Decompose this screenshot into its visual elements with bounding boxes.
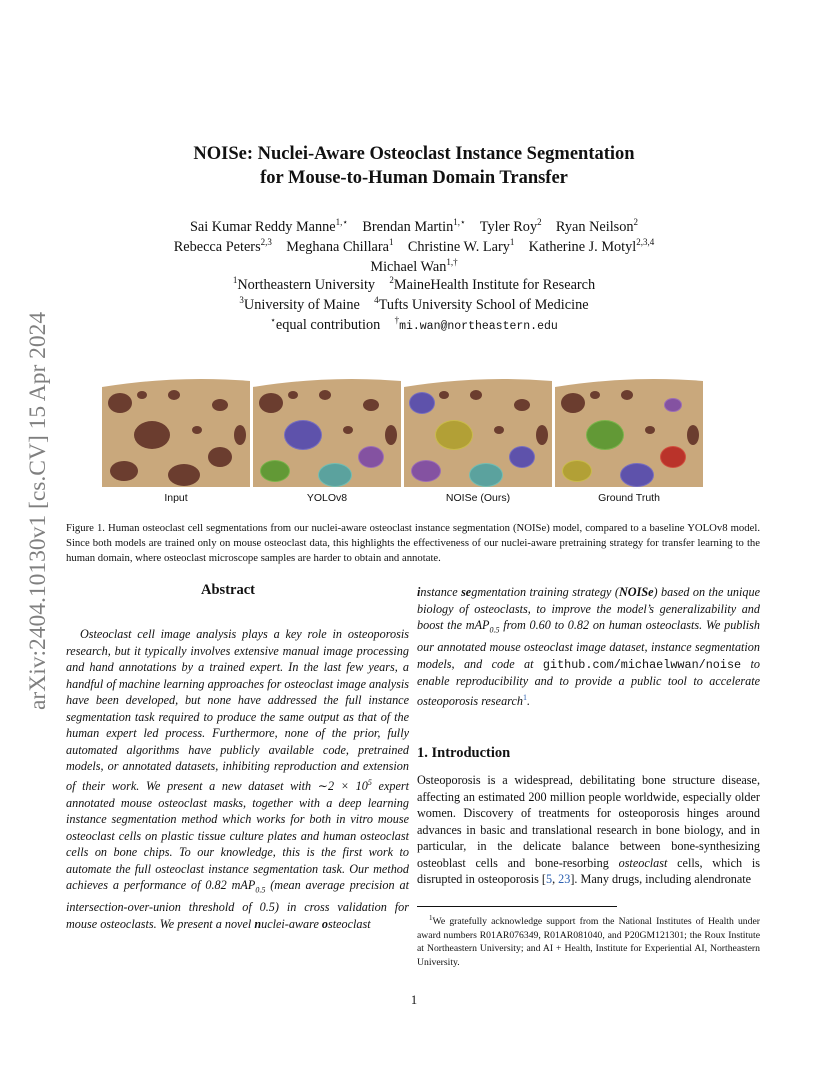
author: Michael Wan [370,259,447,275]
aff-sup: 1 [232,275,238,285]
osteoclast-cell [168,464,200,486]
osteoclast-cell [687,425,699,445]
segmentation-mask [411,460,441,482]
equal-contribution: equal contribution [275,317,381,333]
author: Brendan Martin [362,219,454,235]
abstract-part: gmentation training strategy ( [471,585,619,599]
panel-label: Ground Truth [598,492,660,504]
osteoclast-cell [645,426,655,434]
aff-sup: 4 [374,295,379,305]
author-sup: 2,3 [260,237,272,247]
segmentation-mask [586,420,624,450]
author-sup: 1,† [446,257,458,267]
segmentation-mask [435,420,473,450]
arxiv-stamp: arXiv:2404.10130v1 [cs.CV] 15 Apr 2024 [25,311,51,710]
intro-heading: 1. Introduction [417,745,511,761]
osteoclast-cell [470,390,482,400]
osteoclast-cell [343,426,353,434]
abstract-part: . [526,693,531,708]
footnote-mark: 1 [429,914,433,922]
osteoclast-cell [385,425,397,445]
author: Meghana Chillara [286,239,390,255]
osteoclast-cell [110,461,138,481]
osteoclast-cell [363,399,379,411]
osteoclast-cell [168,390,180,400]
abstract-part: expert annotated mouse osteoclast masks, together with a deep learning instance segmentation method which works for both in vitro mouse osteoclast cells on plastic tissue culture plates and human osteoclast cells on bone chips. To our knowledge, this is the first work to automate the full osteoclast instance segmentation task. Our method achieves a performance of 0.82 mAP [66,778,410,893]
author: Christine W. Lary [407,239,510,255]
osteoclast-cell [288,391,298,399]
footnote-ref[interactable]: 1 [522,692,527,702]
osteoclast-cell [561,393,585,413]
intro-part: , [552,872,559,887]
abstract-part: to enable reproducibility and to provide a public tool to accelerate osteoporosis research [417,656,761,708]
figure-image-noise [404,375,552,487]
citation-link[interactable]: 23 [558,872,571,887]
page-number: 1 [410,993,418,1007]
osteoclast-cell [212,399,228,411]
abstract-sub: 0.5 [489,625,500,635]
segmentation-mask [469,463,503,487]
segmentation-mask [660,446,686,468]
citation-link[interactable]: 5 [545,872,553,887]
segmentation-mask [664,398,682,412]
segmentation-mask [318,463,352,487]
segmentation-mask [409,392,435,414]
osteoclast-cell [514,399,530,411]
abstract-sub: 0.5 [255,885,266,895]
abstract-heading: Abstract [201,582,255,598]
osteoclast-cell [108,393,132,413]
author-sup: 1 [389,237,394,247]
abstract-part: from 0.60 to 0.82 on human osteoclasts. We publish our annotated mouse osteoclast image dataset, instance segmentation models, and code at [417,618,761,671]
author-sup: 2 [537,217,542,227]
segmentation-mask [358,446,384,468]
intro-text [417,772,760,888]
affiliations [0,275,828,337]
footnote-rule [417,906,617,907]
osteoclast-cell [494,426,504,434]
contact-email[interactable]: mi.wan@northeastern.edu [399,320,558,333]
aff-sup: 2 [389,275,394,285]
segmentation-mask [509,446,535,468]
title-line-2: for Mouse-to-Human Domain Transfer [260,168,568,188]
panel-label: NOISe (Ours) [445,492,511,504]
abstract-part: Osteoclast cell image analysis plays a key role in osteoporosis research, but it typically involves extensive manual image processing and hand annotations by a trained expert. In the last few years, a handful of machine learning approaches for osteoclast image analysis have been developed, but none have addressed the full instance segmentation task required to produce the same output as that of the human expert led process. Furthermore, none of the prior, fully automated algorithms have publicly available code, pretrained models, or annotated datasets, inhibiting reproduction and extension of their work. We present a new dataset with ∼2 × 10 [66,627,409,793]
aff-sup: † [394,315,400,325]
osteoclast-cell [319,390,331,400]
author: Sai Kumar Reddy Manne [189,219,336,235]
abstract-part: ) based on the unique biology of osteoclasts, to improve the model’s generalizability and boost the mAP [417,585,760,633]
osteoclast-cell [590,391,600,399]
segmentation-mask [562,460,592,482]
author: Katherine J. Motyl [528,239,637,255]
footnote-text: We gratefully acknowledge support from the National Institutes of Health under award numbers R01AR076349, R01AR081040, and P20GM121301; the Roux Institute at Northeastern University; and AI + Health, Institute for Experiential AI, Northeastern University. [417,916,760,968]
author-sup: 1 [509,237,515,247]
osteoclast-cell [234,425,246,445]
figure-image-yolov8 [253,375,401,487]
aff-sup: ⋆ [270,315,276,325]
segmentation-mask [620,463,654,487]
abstract-text [66,626,409,932]
code-link[interactable]: github.com/michaelwwan/noise [542,657,742,672]
osteoclast-cell [536,425,548,445]
segmentation-mask [284,420,322,450]
abstract-bold: i [417,585,421,599]
author-sup: 1,⋆ [335,217,349,227]
osteoclast-cell [439,391,449,399]
osteoclast-cell [134,421,170,449]
figure-panel-input [102,375,250,487]
author-list [0,217,828,277]
abstract-part: uclei-aware [261,916,322,931]
abstract-bold: n [254,916,262,931]
osteoclast-cell [621,390,633,400]
panel-label: YOLOv8 [306,492,348,504]
osteoclast-cell [137,391,147,399]
author: Rebecca Peters [173,239,261,255]
panel-label: Input [164,492,188,504]
abstract-part: steoclast [328,916,371,931]
paper-title [0,142,828,190]
abstract-bold: se [461,585,472,599]
osteoclast-cell [208,447,232,467]
aff-sup: 3 [239,295,244,305]
intro-part: ]. Many drugs, including alendronate [570,872,752,887]
abstract-continued [417,584,760,709]
figure-panel-ground-truth [555,375,703,487]
osteoclast-cell [259,393,283,413]
figure-caption: Figure 1. Human osteoclast cell segmentations from our nuclei-aware osteoclast instance segmentation (NOISe) model, compared to a baseline YOLOv8 model. Since both models are trained only on mouse osteoclast data, this highlights the effectiveness of our nuclei-aware pretraining strategy for transfer learning to the human domain, where osteoclast microscope samples are harder to obtain and annotate. [66,522,760,564]
figure-panel-yolov8 [253,375,401,487]
segmentation-mask [260,460,290,482]
author-sup: 1,⋆ [453,217,466,227]
intro-part: Osteoporosis is a widespread, debilitating bone structure disease, affecting an estimated 200 million people worldwide, especially older women. Discovery of treatments for osteoporosis hinges around advances in basic and translational research in bone biology, and in particular, in the delicate balance between bone-synthesizing osteoblast cells and bone-resorbing [417,773,760,870]
abstract-bold: o [321,916,328,931]
author-sup: 2 [633,217,639,227]
abstract-bold: NOISe [618,585,654,599]
affiliation: Tufts University School of Medicine [378,297,589,313]
abstract-part: (mean average precision at intersection-over-union threshold of 0.5) in cross validation for mouse osteoclasts. We present a novel [66,878,409,931]
author: Tyler Roy [479,219,538,235]
intro-italic: osteoclast [618,855,668,870]
abstract-sup: 5 [367,777,372,787]
footnote [417,912,760,969]
title-line-1: NOISe: Nuclei-Aware Osteoclast Instance Segmentation [193,144,635,164]
author: Ryan Neilson [555,219,634,235]
affiliation: MaineHealth Institute for Research [393,277,596,293]
affiliation: Northeastern University [237,277,376,293]
figure-image-ground-truth [555,375,703,487]
affiliation: University of Maine [243,297,360,313]
intro-part: cells, which is disrupted in osteoporosis [ [417,855,760,887]
abstract-part: nstance [420,585,462,599]
figure-image-input [102,375,250,487]
figure-panel-noise [404,375,552,487]
author-sup: 2,3,4 [636,237,655,247]
osteoclast-cell [192,426,202,434]
